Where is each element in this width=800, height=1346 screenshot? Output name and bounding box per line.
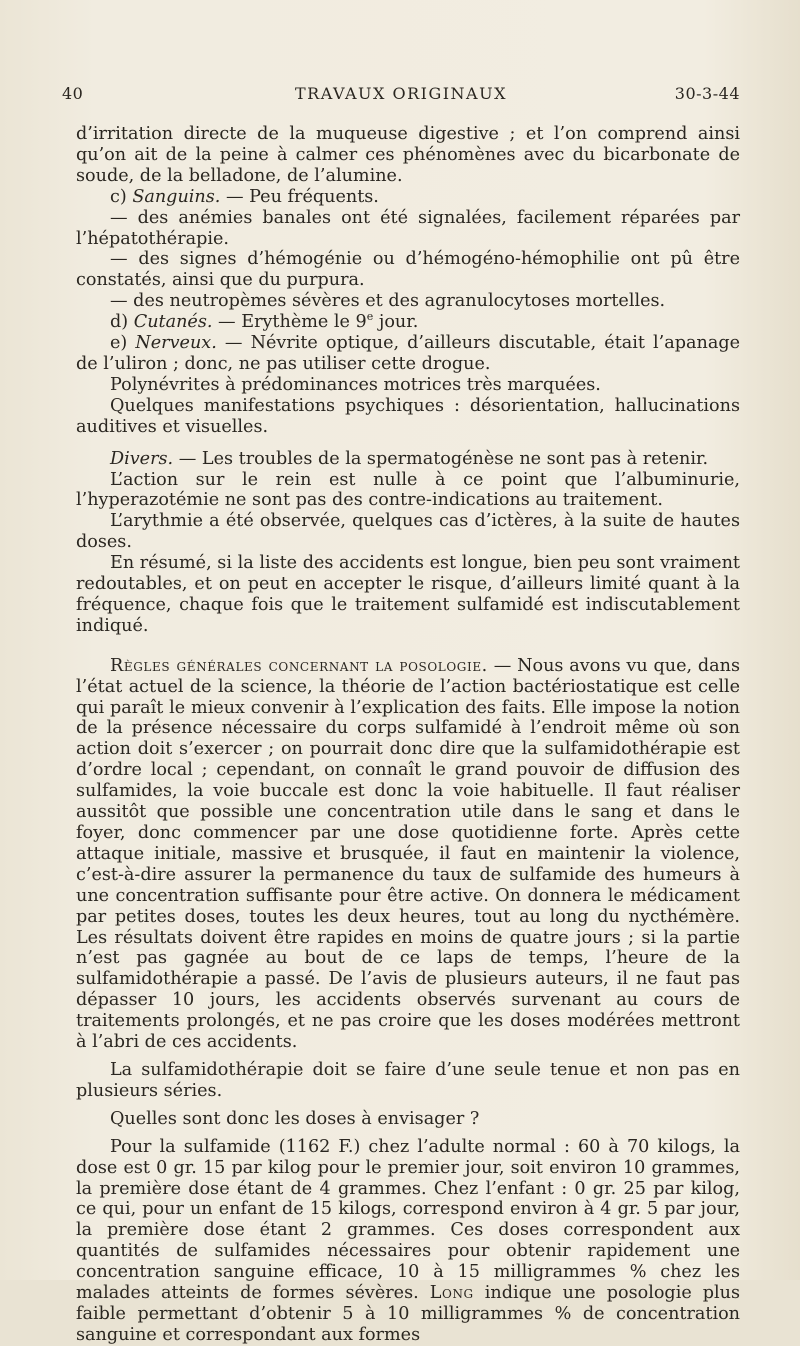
section-sanguins: [76, 187, 740, 208]
section-text: — Nous avons vu que, dans l’état actuel de la science, la théorie de l’action bactériostatique est celle qui paraît le mieux convenir à l’explication des faits. Elle impose la notion de la présence nécessaire du corps sulfamidé à l’endroit même où son action doit s’exercer ; on pourrait donc dire que la sulfamidothérapie est d’ordre local ; cependant, on connaît le grand pouvoir de diffusion des sulfamides, la voie buccale est donc la voie habituelle. Il faut réaliser aussitôt que possible une concentration utile dans le sang et dans le foyer, donc commencer par une dose quotidienne forte. Après cette attaque initiale, massive et brusquée, il faut en maintenir la violence, c’est-à-dire assurer la permanence du taux de sulfamide des humeurs à une concentration suffisante pour être active. On donnera le médicament par petites doses, toutes les deux heures, tout au long du nycthémère. Les résultats doivent être rapides en moins de quatre jours ; si la partie n’est pas gagnée au bout de ce laps de temps, l’heure de la sulfamidothérapie a passé. De l’avis de plusieurs auteurs, il ne faut pas dépasser 10 jours, les accidents observés survenant au cours de traitements prolongés, et ne pas croire que les doses modérées mettront à l’abri de ces accidents.: [76, 655, 741, 1053]
paragraph-resume: En résumé, si la liste des accidents est longue, bien peu sont vraiment redoutables, et on peut en accepter le risque, d’ailleurs limité quant à la fréquence, chaque fois que le traitement sulfamidé est indiscutablement indiqué.: [76, 553, 740, 636]
page-header: [62, 84, 740, 108]
section-title: Cutanés.: [133, 312, 213, 333]
paragraph-tenue: La sulfamidothérapie doit se faire d’une seule tenue et non pas en plusieurs séries.: [76, 1059, 740, 1101]
paragraph-arythmie: L’arythmie a été observée, quelques cas d’ictères, à la suite de hautes doses.: [76, 511, 740, 553]
section-title: Divers.: [110, 448, 174, 469]
section-text: — Les troubles de la spermatogénèse ne sont pas à retenir.: [178, 448, 709, 469]
paragraph-hemogenie: — des signes d’hémogénie ou d’hémogéno-hémophilie ont pû être constatés, ainsi que du purpura.: [76, 249, 740, 291]
superscript: e: [366, 310, 374, 324]
page-number: 40: [62, 84, 84, 103]
section-regles-posologie: [76, 656, 740, 1053]
author-name: Long: [429, 1283, 474, 1304]
section-title: Nerveux.: [135, 333, 217, 354]
section-text: — Peu fréquents.: [225, 186, 379, 207]
section-text: — Névrite optique, d’ailleurs discutable, était l’apanage de l’uliron ; donc, ne pas utiliser cette drogue.: [76, 333, 741, 374]
paragraph-neutropemes: — des neutropèmes sévères et des agranulocytoses mortelles.: [110, 291, 666, 312]
section-divers: [76, 449, 740, 470]
section-text-end: jour.: [373, 312, 419, 333]
paragraph-digestive: d’irritation directe de la muqueuse digestive ; et l’on comprend ainsi qu’on ait de la peine à calmer ces phénomènes avec du bicarbonate de soude, de la belladone, de l’alumine.: [76, 124, 740, 186]
posologie-text: Pour la sulfamide (1162 F.) chez l’adulte normal : 60 à 70 kilogs, la dose est 0 gr. 15 par kilog pour le premier jour, soit environ 10 grammes, la première dose étant de 4 grammes. Chez l’enfant : 0 gr. 25 par kilog, ce qui, pour un enfant de 15 kilogs, correspond environ à 4 gr. 5 par jour, la première dose étant 2 grammes. Ces doses correspondent aux quantités de sulfamides nécessaires pour obtenir rapidement une concentration sanguine efficace, 10 à 15 milligrammes % chez les malades atteints de formes sévères.: [76, 1136, 740, 1304]
section-marker: d): [110, 312, 129, 333]
section-title: Sanguins.: [132, 186, 221, 207]
section-cutanes: [76, 312, 740, 333]
paragraph-polynevrites: Polynévrites à prédominances motrices très marquées.: [110, 374, 601, 395]
paragraph-question: Quelles sont donc les doses à envisager ?: [110, 1108, 480, 1129]
paragraph-posologie: [76, 1137, 740, 1346]
issue-date: 30-3-44: [674, 84, 740, 103]
section-nerveux: [76, 333, 740, 375]
paragraph-psychiques: Quelques manifestations psychiques : désorientation, hallucinations auditives et visuelles.: [76, 395, 740, 437]
section-marker: c): [110, 186, 127, 207]
paragraph-anemies: — des anémies banales ont été signalées, facilement réparées par l’hépatothérapie.: [76, 207, 740, 249]
section-marker: e): [110, 333, 128, 354]
running-title: TRAVAUX ORIGINAUX: [295, 84, 507, 103]
section-text: — Erythème le 9: [218, 312, 367, 333]
posologie-text-end: indique une posologie plus faible permettant d’obtenir 5 à 10 milligrammes % de concentration sanguine et correspondant aux formes: [76, 1283, 740, 1345]
paragraph-rein: L’action sur le rein est nulle à ce point que l’albuminurie, l’hyperazotémie ne sont pas des contre-indications au traitement.: [76, 469, 740, 511]
section-heading: Règles générales concernant la posologie.: [110, 655, 488, 676]
article-body: [76, 124, 740, 1346]
